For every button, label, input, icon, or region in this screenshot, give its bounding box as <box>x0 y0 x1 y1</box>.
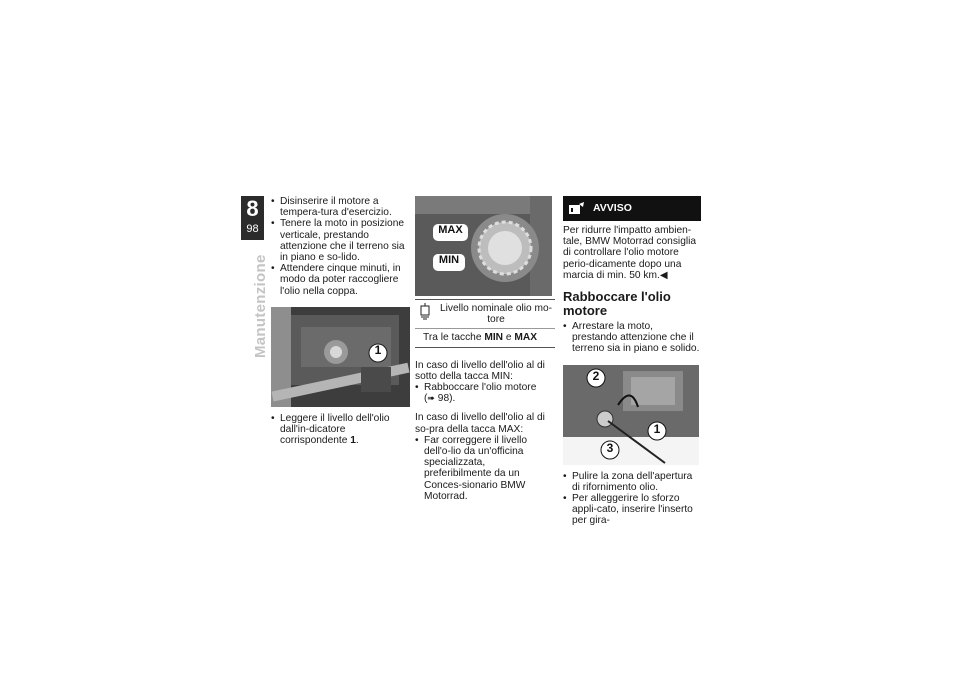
chapter-marker <box>241 196 264 240</box>
environment-notice-icon <box>569 202 585 215</box>
end-mark-icon: ◀ <box>659 269 668 281</box>
column-3 <box>563 196 701 527</box>
step-item: • Tenere la moto in posizione verticale, prestando attenzione che il terreno sia in piano e so-lido. <box>271 218 411 263</box>
callout-label-3: 3 <box>606 440 614 455</box>
sight-glass-illustration <box>415 196 552 296</box>
page-ref-link[interactable]: 98). <box>437 393 456 405</box>
filler-cap-illustration <box>563 365 699 465</box>
page-ref-arrow-icon: ➠ <box>427 393 435 404</box>
spec-header <box>415 300 555 329</box>
oil-sight-glass-photo <box>271 307 410 407</box>
oil-level-photo <box>415 196 552 296</box>
step-item: • Far correggere il livello dell'o-lio da un'officina specializzata, preferibilmente da un Conces-sionario BMW Motorrad. <box>415 435 555 502</box>
paragraph-low-level: In caso di livello dell'olio al di sotto della tacca MIN: <box>415 359 545 382</box>
oil-can-icon <box>415 303 437 321</box>
notice-label: AVVISO <box>593 201 632 214</box>
paragraph-high-level: In caso di livello dell'olio al di so-pra della tacca MAX: <box>415 412 545 435</box>
low-level-steps <box>415 382 555 404</box>
notice-header <box>563 196 701 221</box>
step-item: • Attendere cinque minuti, in modo da poter raccogliere l'olio nella coppa. <box>271 263 411 297</box>
step-list-2 <box>271 413 411 447</box>
section-heading: Rabboccare l'olio motore <box>563 289 671 319</box>
min-mark-label: MIN <box>438 254 460 266</box>
chapter-number: 8 <box>246 196 259 221</box>
step-item: • Disinserire il motore a tempera-tura d'esercizio. <box>271 196 411 218</box>
oil-filler-photo <box>563 365 699 465</box>
refill-steps-2 <box>563 471 701 527</box>
callout-label-1: 1 <box>374 342 382 357</box>
high-level-steps <box>415 435 555 502</box>
section-title-vertical: Manutenzione <box>252 254 269 358</box>
step-item: • Leggere il livello dell'olio dall'in-dicatore corrispondente 1. <box>271 413 411 447</box>
spec-table <box>415 299 555 348</box>
callout-label-2: 2 <box>592 368 600 383</box>
refill-steps <box>563 321 701 355</box>
page-number: 98 <box>246 223 259 235</box>
callout-label-1: 1 <box>653 421 661 436</box>
column-2 <box>415 196 555 502</box>
step-list <box>271 196 411 297</box>
notice-text: Per ridurre l'impatto ambien-tale, BMW Motorrad consiglia di controllare l'olio motore perio-dicamente dopo una marcia di min. 50 km.◀ <box>563 225 697 281</box>
step-item: • Per alleggerire lo sforzo appli-cato, inserire l'inserto per gira- <box>563 493 701 527</box>
max-mark-label: MAX <box>438 224 463 236</box>
spec-value: Tra le tacche MIN e MAX <box>423 332 538 344</box>
callout-ref: 1 <box>350 435 356 447</box>
step-item: • Rabboccare l'olio motore (➠ 98). <box>415 382 555 404</box>
step-item: • Pulire la zona dell'apertura di rifornimento olio. <box>563 471 701 493</box>
step-item: • Arrestare la moto, prestando attenzione che il terreno sia in piano e solido. <box>563 321 701 355</box>
column-1 <box>271 196 411 446</box>
spec-title: Livello nominale olio mo-tore <box>439 303 553 326</box>
engine-photo-illustration <box>271 307 410 407</box>
